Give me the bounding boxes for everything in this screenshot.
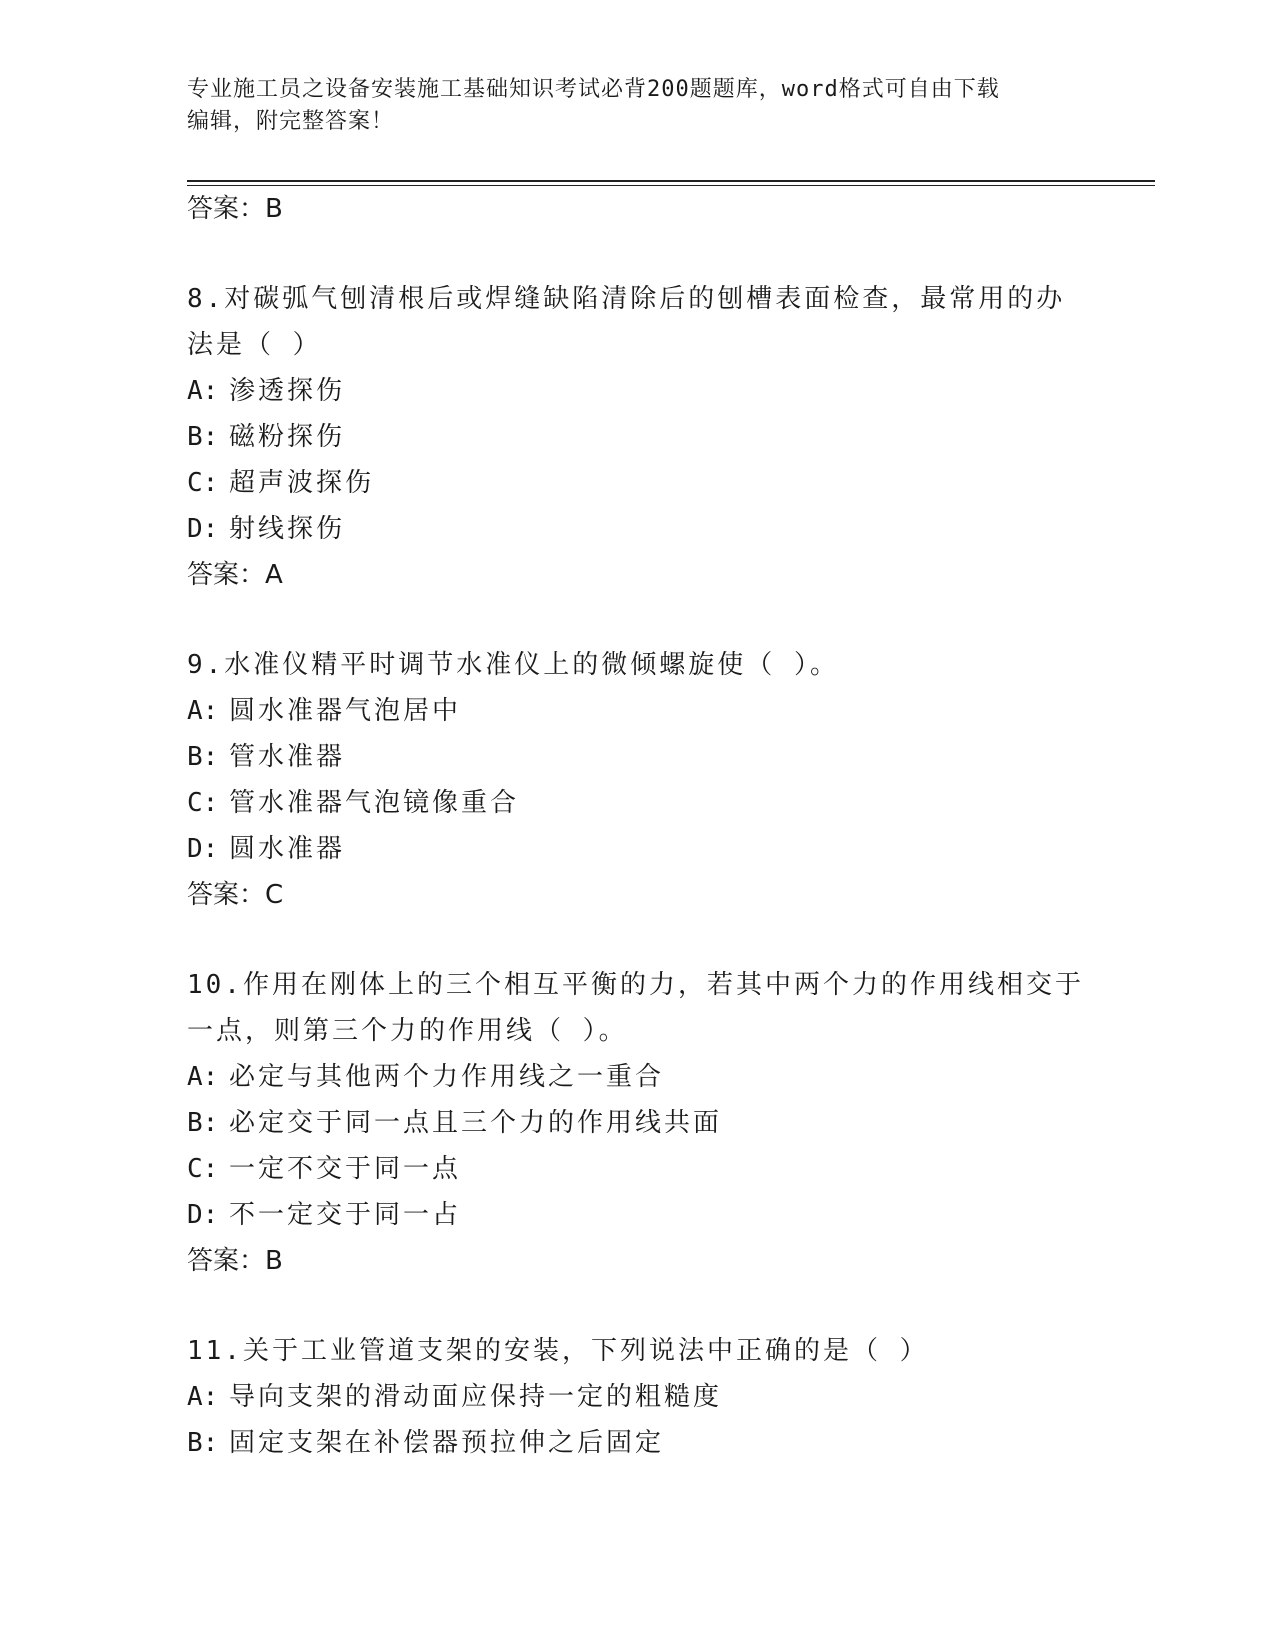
option-line (187, 734, 1087, 780)
question-stem: 11.关于工业管道支架的安装，下列说法中正确的是（ ） (187, 1336, 929, 1366)
option-letter: B: (187, 1108, 219, 1138)
question-block (187, 642, 1087, 918)
option-text: 固定支架在补偿器预拉伸之后固定 (229, 1428, 665, 1458)
option-letter: D: (187, 834, 219, 864)
option-letter: B: (187, 422, 219, 452)
option-line (187, 688, 1087, 734)
question-block (187, 276, 1087, 598)
option-letter: A: (187, 1062, 219, 1092)
option-text: 导向支架的滑动面应保持一定的粗糙度 (229, 1382, 723, 1412)
spacer (187, 232, 1087, 276)
option-letter: D: (187, 1200, 219, 1230)
option-line (187, 1054, 1087, 1100)
option-line (187, 368, 1087, 414)
option-letter: C: (187, 1154, 219, 1184)
option-letter: D: (187, 514, 219, 544)
answer-line: 答案：B (187, 194, 283, 224)
header-line: 编辑，附完整答案！ (187, 109, 395, 134)
option-line (187, 1192, 1087, 1238)
option-text: 超声波探伤 (229, 468, 375, 498)
option-line (187, 780, 1087, 826)
option-text: 磁粉探伤 (229, 422, 346, 452)
option-letter: C: (187, 468, 219, 498)
option-line (187, 460, 1087, 506)
option-letter: C: (187, 788, 219, 818)
spacer (187, 918, 1087, 962)
answer-line: 答案：A (187, 560, 283, 590)
option-text: 管水准器 (229, 742, 346, 772)
option-text: 管水准器气泡镜像重合 (229, 788, 520, 818)
option-letter: A: (187, 696, 219, 726)
option-text: 圆水准器 (229, 834, 346, 864)
page-header (187, 74, 1067, 138)
option-text: 一定不交于同一点 (229, 1154, 462, 1184)
option-line (187, 506, 1087, 552)
option-text: 圆水准器气泡居中 (229, 696, 462, 726)
answer-line: 答案：B (187, 1246, 283, 1276)
option-letter: A: (187, 1382, 219, 1412)
option-text: 渗透探伤 (229, 376, 346, 406)
answer-line: 答案：C (187, 880, 284, 910)
option-text: 必定与其他两个力作用线之一重合 (229, 1062, 665, 1092)
question-stem: 法是（ ） (187, 330, 322, 360)
option-line (187, 1374, 1087, 1420)
question-stem: 8.对碳弧气刨清根后或焊缝缺陷清除后的刨槽表面检查，最常用的办 (187, 284, 1066, 314)
option-letter: A: (187, 376, 219, 406)
option-line (187, 1100, 1087, 1146)
question-stem: 9.水准仪精平时调节水准仪上的微倾螺旋使（ ）。 (187, 650, 839, 680)
option-text: 必定交于同一点且三个力的作用线共面 (229, 1108, 723, 1138)
header-rule (187, 180, 1155, 182)
question-block (187, 1328, 1087, 1466)
header-line: 专业施工员之设备安装施工基础知识考试必背200题题库，word格式可自由下载 (187, 77, 1000, 102)
option-text: 不一定交于同一占 (229, 1200, 462, 1230)
document-body (187, 186, 1087, 1466)
option-letter: B: (187, 1428, 219, 1458)
spacer (187, 1284, 1087, 1328)
option-text: 射线探伤 (229, 514, 346, 544)
question-block (187, 962, 1087, 1284)
question-stem: 一点，则第三个力的作用线（ ）。 (187, 1016, 628, 1046)
question-stem: 10.作用在刚体上的三个相互平衡的力，若其中两个力的作用线相交于 (187, 970, 1084, 1000)
option-line (187, 414, 1087, 460)
option-letter: B: (187, 742, 219, 772)
option-line (187, 1146, 1087, 1192)
option-line (187, 1420, 1087, 1466)
spacer (187, 598, 1087, 642)
option-line (187, 826, 1087, 872)
